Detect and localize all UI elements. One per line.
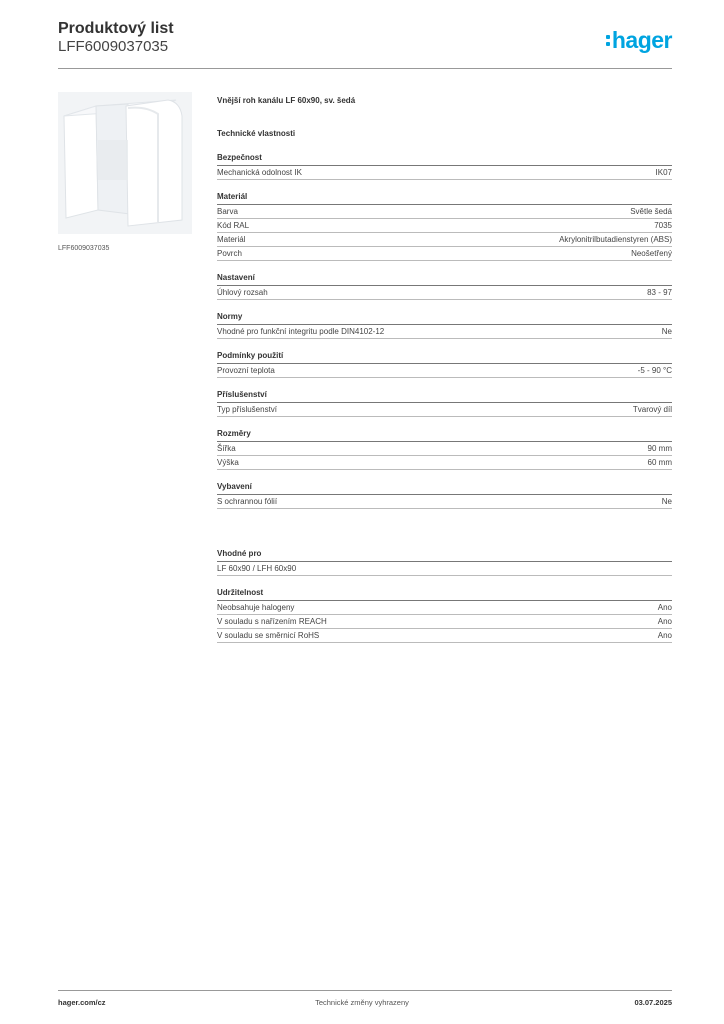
- footer-disclaimer: Technické změny vyhrazeny: [315, 998, 409, 1007]
- header-divider: [58, 68, 672, 69]
- spec-label: LF 60x90 / LFH 60x90: [217, 564, 297, 573]
- spec-row: [217, 562, 672, 576]
- spec-value: Ano: [657, 603, 672, 612]
- spec-label: Typ příslušenství: [217, 405, 278, 414]
- spec-label: Kód RAL: [217, 221, 250, 230]
- spec-label: Barva: [217, 207, 238, 216]
- spec-group-accessories: [217, 388, 672, 417]
- logo-dots-icon: [606, 35, 610, 46]
- spec-group-material: [217, 190, 672, 261]
- group-title: Materiál: [217, 190, 672, 205]
- spec-value: Ano: [657, 617, 672, 626]
- spec-group-standards: [217, 310, 672, 339]
- spec-row: [217, 205, 672, 219]
- spec-row: [217, 495, 672, 509]
- spec-value: Ne: [661, 327, 672, 336]
- spec-label: Povrch: [217, 249, 242, 258]
- logo-text: hager: [611, 27, 672, 53]
- hager-logo: [606, 28, 672, 52]
- spec-label: Úhlový rozsah: [217, 288, 268, 297]
- suitable-for-group: [217, 547, 672, 576]
- spec-row: [217, 629, 672, 643]
- spec-group-equipment: [217, 480, 672, 509]
- spec-value: 7035: [654, 221, 672, 230]
- spec-label: Neobsahuje halogeny: [217, 603, 295, 612]
- group-title: Normy: [217, 310, 672, 325]
- sustainability-group: [217, 586, 672, 643]
- spec-label: V souladu se směrnicí RoHS: [217, 631, 320, 640]
- group-title: Nastavení: [217, 271, 672, 286]
- page-title: Produktový list: [58, 20, 174, 37]
- spec-group-settings: [217, 271, 672, 300]
- technical-heading: Technické vlastnosti: [217, 129, 296, 138]
- spec-row: [217, 233, 672, 247]
- spec-group-dimensions: [217, 427, 672, 470]
- group-title: Bezpečnost: [217, 151, 672, 166]
- footer-website-link[interactable]: hager.com/cz: [58, 998, 106, 1007]
- product-image: [58, 92, 192, 234]
- spec-row: [217, 286, 672, 300]
- image-caption: LFF6009037035: [58, 245, 110, 252]
- spec-value: 83 - 97: [647, 288, 672, 297]
- group-title: Udržitelnost: [217, 586, 672, 601]
- spec-label: V souladu s nařízením REACH: [217, 617, 327, 626]
- group-title: Vhodné pro: [217, 547, 672, 562]
- corner-duct-icon: [58, 92, 192, 234]
- spec-value: Akrylonitrilbutadienstyren (ABS): [559, 235, 672, 244]
- spec-value: Ano: [657, 631, 672, 640]
- spec-value: IK07: [655, 168, 672, 177]
- spec-row: [217, 364, 672, 378]
- spec-row: [217, 325, 672, 339]
- spec-value: 90 mm: [647, 444, 672, 453]
- spec-row: [217, 442, 672, 456]
- spec-label: Vhodné pro funkční integritu podle DIN4102-12: [217, 327, 385, 336]
- spec-value: Tvarový díl: [632, 405, 672, 414]
- spec-label: Materiál: [217, 235, 246, 244]
- spec-group-conditions: [217, 349, 672, 378]
- product-name: Vnější roh kanálu LF 60x90, sv. šedá: [217, 96, 356, 105]
- footer-divider: [58, 990, 672, 991]
- section-spacer: [217, 519, 672, 547]
- spec-row: [217, 247, 672, 261]
- product-code: LFF6009037035: [58, 38, 169, 55]
- spec-row: [217, 403, 672, 417]
- spec-label: Šířka: [217, 444, 236, 453]
- group-title: Vybavení: [217, 480, 672, 495]
- spec-label: Provozní teplota: [217, 366, 275, 375]
- spec-group-safety: [217, 151, 672, 180]
- spec-row: [217, 219, 672, 233]
- spec-row: [217, 456, 672, 470]
- spec-label: S ochrannou fólií: [217, 497, 278, 506]
- spec-value: Neošetřený: [631, 249, 672, 258]
- group-title: Podmínky použití: [217, 349, 672, 364]
- spec-row: [217, 166, 672, 180]
- spec-label: Mechanická odolnost IK: [217, 168, 302, 177]
- spec-row: [217, 615, 672, 629]
- spec-value: Ne: [661, 497, 672, 506]
- group-title: Rozměry: [217, 427, 672, 442]
- spec-row: [217, 601, 672, 615]
- spec-label: Výška: [217, 458, 239, 467]
- spec-value: Světle šedá: [630, 207, 672, 216]
- footer-date: 03.07.2025: [634, 998, 672, 1007]
- product-details: [217, 94, 672, 653]
- spec-value: -5 - 90 °C: [637, 366, 672, 375]
- spec-value: 60 mm: [647, 458, 672, 467]
- group-title: Příslušenství: [217, 388, 672, 403]
